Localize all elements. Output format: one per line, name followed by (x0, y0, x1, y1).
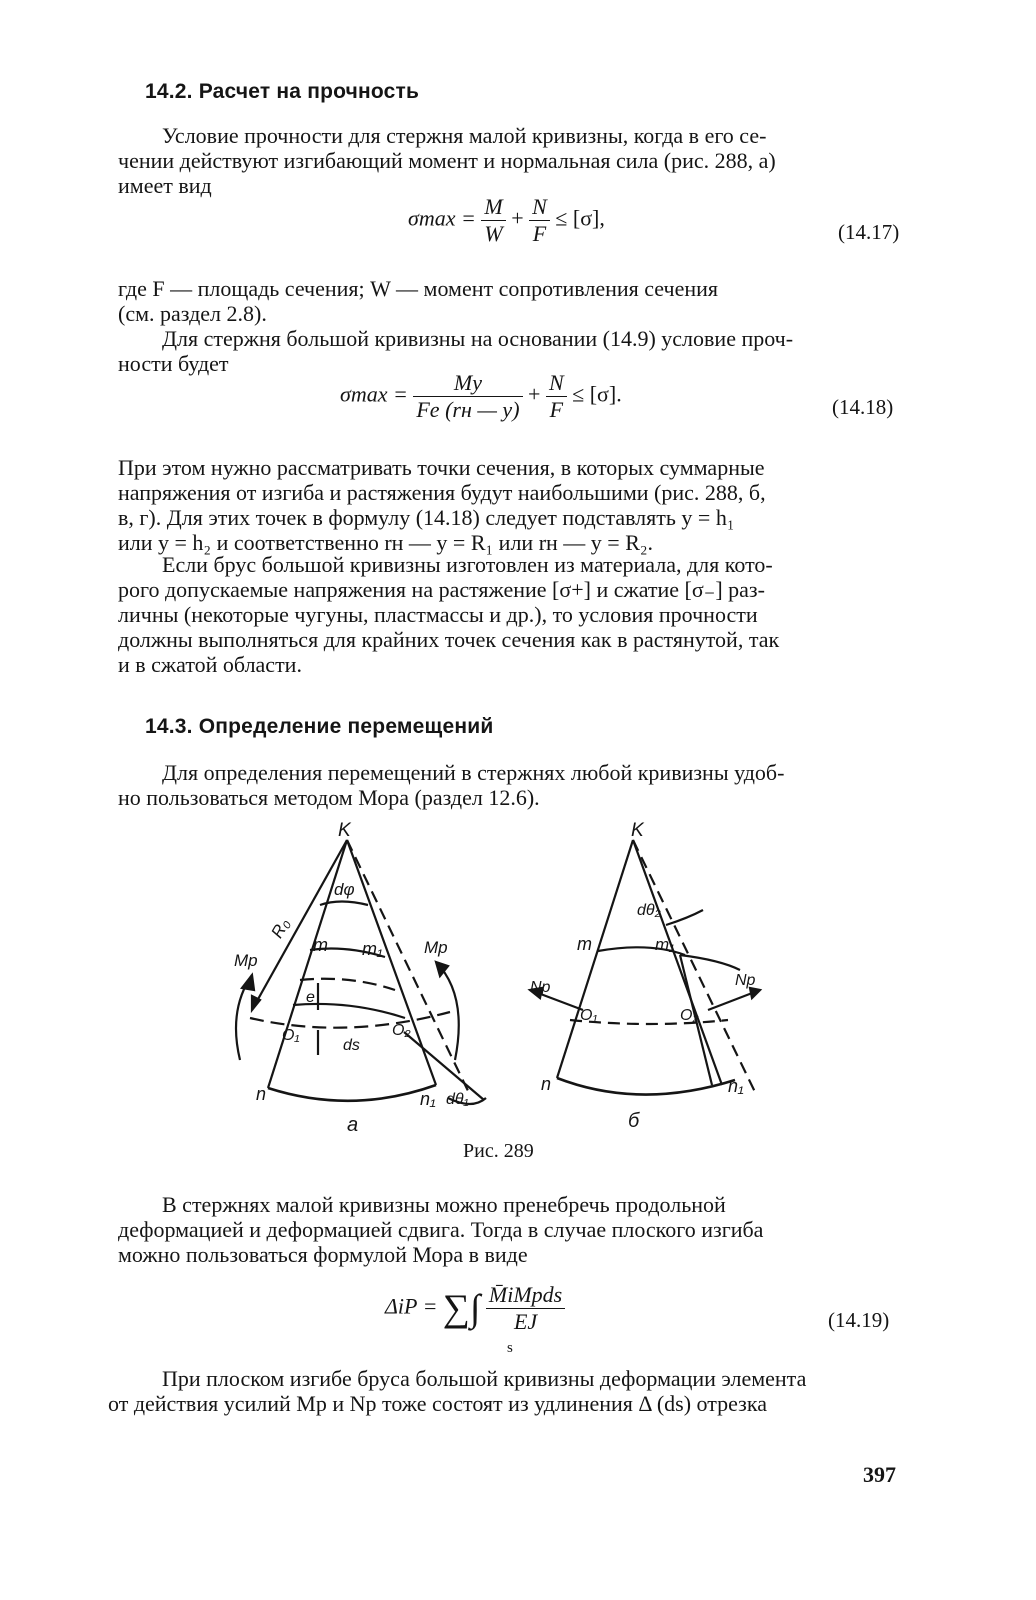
left-boundary-line (557, 840, 633, 1078)
equation-number: (14.17) (838, 220, 900, 244)
numerator: M̄iMpds (488, 1282, 563, 1307)
label-m-b: m (577, 934, 592, 954)
text-line: личны (некоторые чугуны, пластмассы и др.), то условия прочности (118, 602, 758, 627)
text-line: чении действуют изгибающий момент и нормальная сила (рис. 288, а) (118, 148, 776, 173)
label-O1-b: O₁ (580, 1007, 598, 1024)
label-dtheta-a: dθ₁ (446, 1091, 469, 1108)
text-line: рого допускаемые напряжения на растяжение [σ+] и сжатие [σ₋] раз- (118, 577, 765, 602)
text-line: должны выполняться для крайних точек сечения как в растянутой, так (118, 627, 780, 652)
label-figure-b: б (628, 1110, 640, 1132)
label-Mp-left: Mp (234, 951, 258, 970)
label-dtheta-b: dθ₂ (637, 902, 661, 919)
label-Mp-right: Mp (424, 938, 448, 957)
rotated-face-dashed (633, 840, 755, 1092)
figure-caption: Рис. 289 (463, 1140, 534, 1162)
denominator: EJ (486, 1308, 565, 1335)
eq-lhs: ΔiP = (385, 1293, 438, 1319)
text-line: имеет вид (118, 173, 212, 198)
numerator: N (532, 194, 547, 219)
rotated-face-line (404, 1032, 484, 1100)
label-figure-a: а (347, 1114, 359, 1136)
text-line: (см. раздел 2.8). (118, 301, 267, 326)
label-m1: m₁ (362, 939, 383, 959)
integral-subscript: s (507, 1340, 513, 1356)
eq-lhs: σmax = (408, 205, 476, 231)
np-right-arrowhead (750, 988, 760, 998)
denominator: W (481, 220, 505, 247)
label-n1-b: n₁ (728, 1076, 744, 1096)
text-line: и в сжатой области. (118, 652, 302, 677)
label-m1-b: m₁ (655, 935, 675, 954)
label-e: e (306, 989, 315, 1006)
text-line: Для стержня большой кривизны на основании (14.9) условие проч- (162, 326, 794, 351)
paragraph-large-curvature-bending (108, 1366, 908, 1416)
text-line: но пользоваться методом Мора (раздел 12.6). (118, 785, 540, 810)
label-Np-left: Np (530, 979, 551, 996)
label-O1-a: O₁ (282, 1027, 300, 1044)
eq-lhs: σmax = (340, 381, 408, 407)
label-O2-b: O₂ (680, 1007, 699, 1024)
text-line: Для определения перемещений в стержнях любой кривизны удоб- (162, 760, 785, 785)
text-line: в, г). Для этих точек в формулу (14.18) следует подставлять y = h₁ (118, 505, 735, 530)
label-n1-a: n₁ (420, 1089, 436, 1109)
left-boundary-line (268, 840, 347, 1088)
text-line: где F — площадь сечения; W — момент сопротивления сечения (118, 276, 718, 301)
label-K-b: K (631, 820, 644, 841)
arc-n (557, 1078, 735, 1095)
section-heading-14-2: 14.2. Расчет на прочность (145, 80, 420, 103)
right-boundary-line (633, 840, 722, 1085)
paragraph-small-curvature (118, 1192, 908, 1267)
text-line: или y = h₂ и соответственно rн — y = R₁ или rн — y = R₂. (118, 530, 654, 555)
plus-sign: + (528, 381, 541, 407)
text-line: При плоском изгибе бруса большой кривизны деформации элемента (162, 1366, 807, 1391)
r0-line (252, 840, 347, 1010)
label-n-b: n (541, 1074, 552, 1094)
equation-number: (14.19) (828, 1308, 890, 1332)
text-line: Если брус большой кривизны изготовлен из материала, для кото- (162, 552, 773, 577)
label-O2-a: O₂ (392, 1022, 411, 1039)
arc-dashed-neutral (250, 1012, 450, 1028)
fraction (486, 1282, 565, 1335)
numerator: M (484, 194, 503, 219)
eq-rhs: ≤ [σ], (555, 205, 605, 231)
text-line: ности будет (118, 351, 229, 376)
denominator: F (529, 220, 550, 247)
numerator: N (548, 370, 564, 395)
label-Np-right: Np (735, 972, 756, 989)
figure-b-drawing (530, 840, 760, 1095)
text-line: напряжения от изгиба и растяжения будут наибольшими (рис. 288, б, (118, 480, 766, 505)
label-m: m (313, 935, 328, 955)
label-dphi: dφ (334, 880, 355, 899)
text-line: При этом нужно рассматривать точки сечения, в которых суммарные (118, 455, 765, 480)
sum-integral-symbol: ∑∫ (442, 1287, 481, 1330)
label-K-a: K (338, 820, 351, 841)
text-line: деформацией и деформацией сдвига. Тогда в случае плоского изгиба (118, 1217, 764, 1242)
text-line: можно пользоваться формулой Мора в виде (118, 1242, 528, 1267)
arc-inner (293, 1004, 405, 1018)
section-heading-14-3: 14.3. Определение перемещений (145, 715, 494, 738)
page-number: 397 (863, 1462, 896, 1487)
numerator: My (453, 370, 482, 395)
text-line: от действия усилий Mp и Np тоже состоят из удлинения Δ (ds) отрезка (108, 1391, 767, 1416)
text-line: Условие прочности для стержня малой кривизны, когда в его се- (162, 123, 767, 148)
rotated-face-dashed (347, 840, 470, 1095)
denominator: Fe (rн — y) (413, 396, 522, 423)
moment-left-arrowhead (242, 975, 254, 990)
arc-m-extended (680, 955, 740, 970)
equation-number: (14.18) (832, 395, 894, 419)
text-line: В стержнях малой кривизны можно пренебречь продольной (162, 1192, 726, 1217)
arc-n (268, 1085, 436, 1101)
plus-sign: + (511, 205, 524, 231)
eq-rhs: ≤ [σ]. (572, 381, 622, 407)
label-R0: R₀ (267, 915, 294, 942)
label-n-a: n (256, 1084, 267, 1104)
label-ds: ds (343, 1037, 360, 1054)
equation-14-19 (385, 1282, 565, 1335)
denominator: F (546, 396, 567, 423)
figure-a-drawing (236, 840, 486, 1104)
